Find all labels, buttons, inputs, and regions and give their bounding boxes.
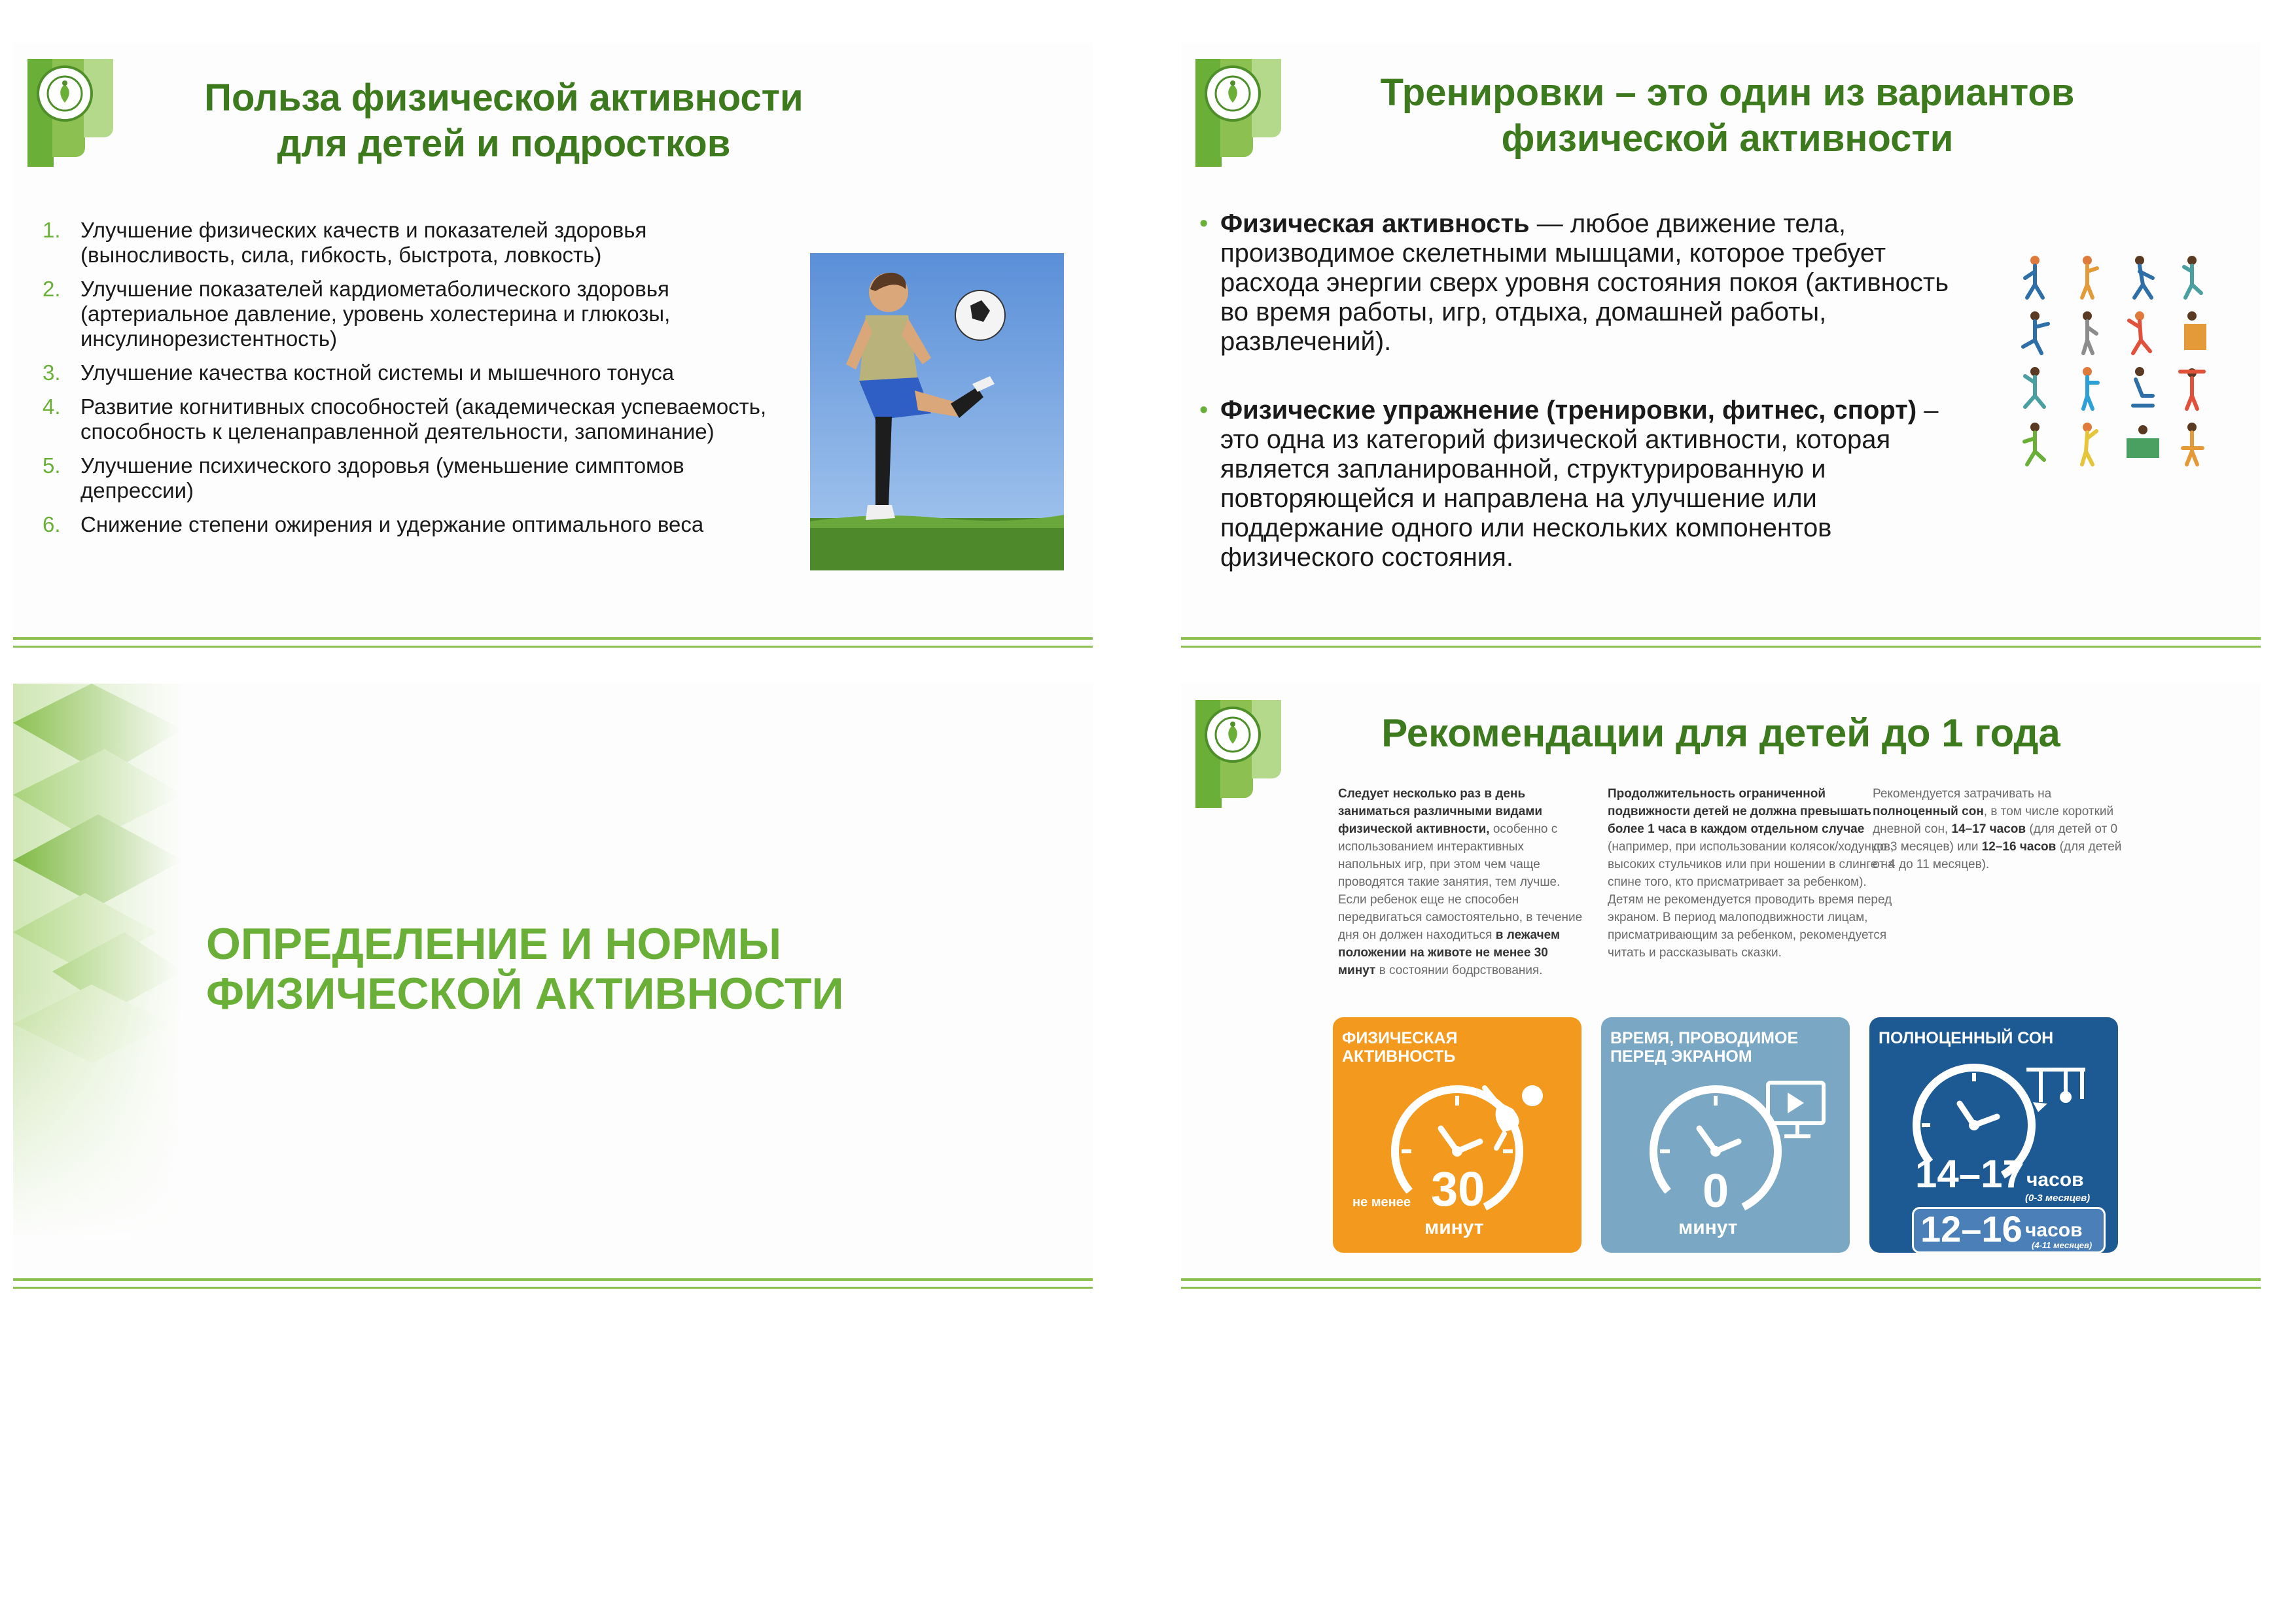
- boy-soccer-photo: [810, 253, 1064, 570]
- card-age-note: (4-11 месяцев): [2032, 1240, 2093, 1250]
- item-text: Улучшение показателей кардиометаболического здоровья (артериальное давление, уровень холестерина и глюкозы, инсулинорезистентность): [80, 277, 671, 351]
- text-bold: Продолжительность ограниченной подвижности детей не должна превышать более 1 часа в каждом отдельном случае: [1608, 787, 1871, 836]
- bottom-divider: [1181, 1278, 2261, 1289]
- text-regular: в состоянии бодрствования.: [1375, 964, 1543, 977]
- screen-text-column: [1608, 785, 1896, 962]
- item-text: Улучшение качества костной системы и мышечного тонуса: [80, 360, 675, 385]
- logo-seal-icon: [37, 65, 93, 122]
- item-number: 3.: [43, 360, 61, 385]
- definition-text: — любое движение тела, производимое скелетными мышцами, которое требует расхода энергии сверх уровня состояния покоя (активность во время работы, игр, отдыха, домашней работы, развлечений).: [1220, 209, 1949, 356]
- slide-title: Польза физической активности для детей и подростков: [204, 77, 804, 165]
- slide-benefits: [13, 43, 1093, 648]
- item-text: Развитие когнитивных способностей (академическая успеваемость, способность к целенаправленной деятельности, запоминание): [80, 394, 767, 444]
- text-regular: (для детей от 4 до 11 месяцев).: [1873, 840, 2122, 871]
- list-item: [43, 394, 818, 444]
- item-number: 4.: [43, 394, 61, 419]
- benefits-list: [43, 218, 818, 546]
- list-item: [43, 277, 818, 351]
- slide-title: Рекомендации для детей до 1 года: [1381, 711, 2060, 755]
- item-number: 5.: [43, 453, 61, 478]
- card-unit: часов: [2025, 1219, 2083, 1241]
- slide-section-title: [13, 684, 1093, 1289]
- card-value: 0: [1703, 1165, 1729, 1217]
- logo-seal-icon: [1205, 65, 1261, 122]
- card-label: ВРЕМЯ, ПРОВОДИМОЕ ПЕРЕД ЭКРАНОМ: [1610, 1029, 1799, 1066]
- bullet-icon: •: [1199, 210, 1209, 237]
- definition-text: – это одна из категорий физической активности, которая является запланированной, структурированную и повторяющейся и направлена на улучшение или поддержание одного или нескольких компонентов физического состояния.: [1220, 396, 1939, 572]
- sleep-card: [1869, 1017, 2118, 1253]
- card-value: 12–16: [1920, 1208, 2022, 1249]
- item-text: Снижение степени ожирения и удержание оптимального веса: [80, 512, 704, 536]
- text-regular: (для детей от 0 до 3 месяцев) или: [1873, 822, 2118, 854]
- item-text: Улучшение физических качеств и показателей здоровья (выносливость, сила, гибкость, быстрота, ловкость): [80, 218, 647, 267]
- text-regular: (например, при использовании колясок/ходунков, высоких стульчиков или при ношении в слинге на спине того, кто присматривает за ребенком). Детям не рекомендуется проводить время перед экраном. В период малоподвижности лицам, присматривающим за ребенком, рекомендуется читать и рассказывать сказки.: [1608, 840, 1895, 960]
- term-bold: Физическая активность: [1220, 209, 1530, 238]
- item-number: 1.: [43, 218, 61, 242]
- list-item: [43, 218, 818, 268]
- sleep-range-badge: [1912, 1207, 2106, 1253]
- bottom-divider: [13, 637, 1093, 648]
- section-title-line: ФИЗИЧЕСКОЙ АКТИВНОСТИ: [206, 969, 844, 1019]
- text-regular: Рекомендуется затрачивать на: [1873, 787, 2052, 801]
- slide-training-definition: [1181, 43, 2261, 648]
- text-bold: полноценный сон: [1873, 805, 1984, 818]
- activity-text-column: [1338, 785, 1583, 979]
- card-label: ПОЛНОЦЕННЫЙ СОН: [1879, 1029, 2054, 1047]
- list-item: [43, 360, 818, 385]
- text-regular: , в том числе короткий дневной сон,: [1873, 805, 2114, 836]
- organization-logo: [27, 59, 116, 170]
- card-value: 30: [1431, 1162, 1485, 1216]
- item-text: Улучшение психического здоровья (уменьшение симптомов депрессии): [80, 453, 684, 502]
- card-prefix: не менее: [1352, 1195, 1411, 1210]
- list-item: [43, 453, 818, 503]
- item-number: 2.: [43, 277, 61, 301]
- screen-time-card: [1601, 1017, 1850, 1253]
- item-number: 6.: [43, 512, 61, 536]
- card-label: ФИЗИЧЕСКАЯ АКТИВНОСТЬ: [1342, 1029, 1458, 1066]
- bottom-divider: [1181, 637, 2261, 648]
- activity-icons-grid: [2009, 249, 2225, 474]
- slide-title: Тренировки – это один из вариантов физической активности: [1380, 71, 2075, 160]
- definition-paragraph: [1199, 209, 1973, 357]
- exercise-paragraph: [1199, 396, 1973, 572]
- logo-seal-icon: [1205, 707, 1261, 763]
- list-item: [43, 512, 818, 537]
- organization-logo: [1195, 59, 1284, 170]
- card-age-note: (0-3 месяцев): [2025, 1193, 2091, 1204]
- green-pattern-decoration: [13, 684, 183, 1240]
- card-value: 14–17: [1915, 1152, 2024, 1196]
- text-bold: Следует несколько раз в день заниматься различными видами физической активности,: [1338, 787, 1543, 836]
- section-title: [206, 919, 843, 1019]
- term-bold: Физические упражнение (тренировки, фитнес, спорт): [1220, 396, 1917, 425]
- text-regular: особенно с использованием интерактивных напольных игр, при этом чем чаще проводятся такие занятия, тем лучше. Если ребенок еще не способен передвигаться самостоятельно, в течение дня он должен находиться: [1338, 822, 1583, 942]
- card-unit: минут: [1678, 1217, 1738, 1238]
- physical-activity-card: [1333, 1017, 1581, 1253]
- text-bold: в лежачем положении на животе не менее 30 минут: [1338, 928, 1561, 977]
- slide-infant-recommendations: [1181, 684, 2261, 1289]
- sleep-text-column: [1873, 785, 2125, 873]
- bottom-divider: [13, 1278, 1093, 1289]
- section-title-line: ОПРЕДЕЛЕНИЕ И НОРМЫ: [206, 919, 782, 969]
- organization-logo: [1195, 700, 1284, 811]
- card-unit: часов: [2026, 1169, 2084, 1191]
- card-unit: минут: [1424, 1217, 1484, 1238]
- text-bold: 12–16 часов: [1981, 840, 2057, 854]
- bullet-icon: •: [1199, 396, 1209, 424]
- text-bold: 14–17 часов: [1951, 822, 2026, 836]
